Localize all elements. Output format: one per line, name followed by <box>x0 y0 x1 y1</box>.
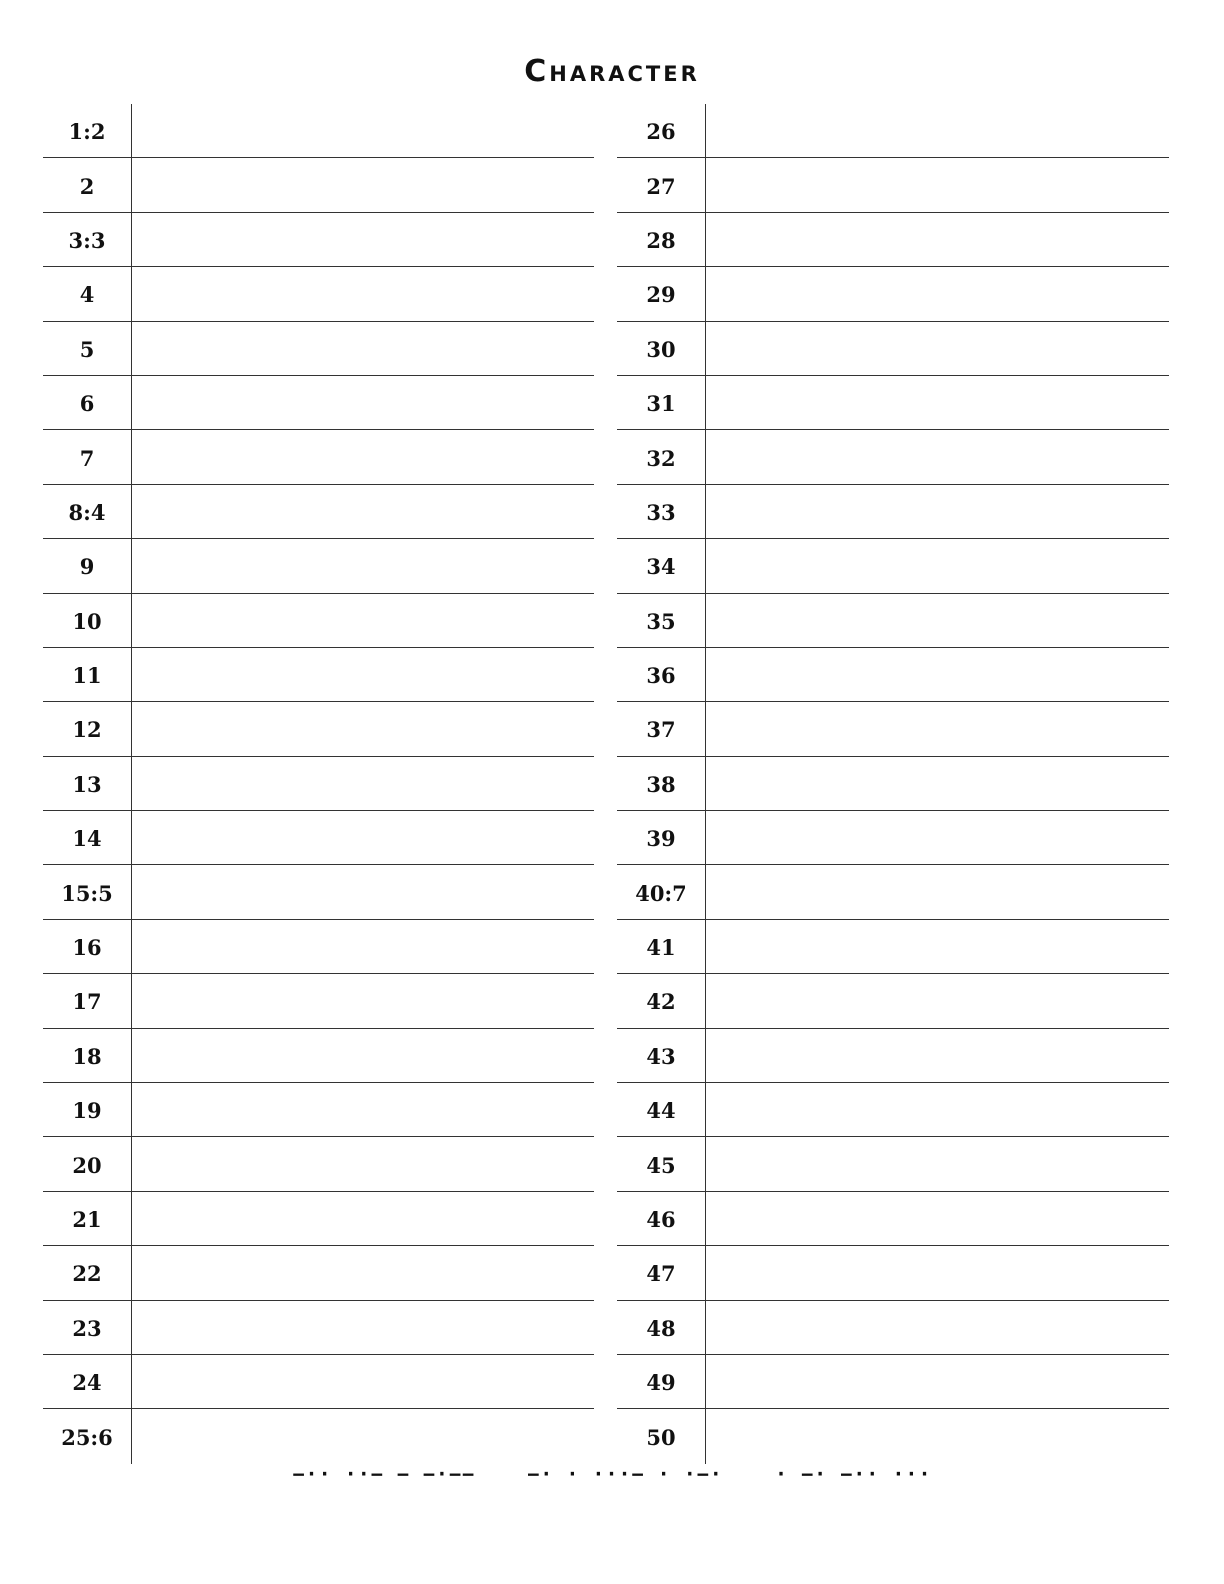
row-number: 3:3 <box>68 227 106 253</box>
row-number: 14 <box>72 826 102 852</box>
row-number: 23 <box>72 1315 102 1341</box>
row-number: 39 <box>646 826 676 852</box>
entry-line[interactable] <box>133 539 594 592</box>
list-item <box>43 1409 594 1463</box>
row-number: 7 <box>79 445 95 471</box>
entry-line[interactable] <box>133 213 594 266</box>
list-item <box>43 702 594 756</box>
list-item <box>43 267 594 321</box>
row-number: 35 <box>646 608 676 634</box>
row-number: 30 <box>646 336 676 362</box>
list-item <box>43 811 594 865</box>
list-item <box>43 213 594 267</box>
entry-line[interactable] <box>707 485 1169 538</box>
right-column <box>617 104 1169 1464</box>
row-number: 49 <box>646 1370 676 1396</box>
row-number: 25:6 <box>61 1425 113 1451</box>
row-number: 13 <box>72 771 102 797</box>
list-item <box>43 322 594 376</box>
list-item <box>43 104 594 158</box>
list-item <box>617 594 1169 648</box>
list-item <box>43 1355 594 1409</box>
list-item <box>617 267 1169 321</box>
entry-line[interactable] <box>707 974 1169 1027</box>
list-item <box>43 430 594 484</box>
list-item <box>617 158 1169 212</box>
entry-line[interactable] <box>133 104 594 157</box>
entry-line[interactable] <box>133 865 594 918</box>
list-item <box>43 158 594 212</box>
entry-line[interactable] <box>133 430 594 483</box>
list-item <box>617 1246 1169 1300</box>
row-number: 34 <box>646 554 676 580</box>
list-item <box>43 920 594 974</box>
entry-line[interactable] <box>133 811 594 864</box>
list-item <box>43 1301 594 1355</box>
row-number: 8:4 <box>68 499 106 525</box>
list-item <box>617 322 1169 376</box>
list-item <box>43 974 594 1028</box>
row-number: 21 <box>72 1207 102 1232</box>
row-number: 16 <box>72 935 102 961</box>
row-number: 26 <box>646 119 676 145</box>
list-item <box>43 865 594 919</box>
entry-line[interactable] <box>707 1192 1169 1245</box>
list-item <box>43 1083 594 1137</box>
entry-line[interactable] <box>707 594 1169 647</box>
list-item <box>43 485 594 539</box>
entry-line[interactable] <box>707 1409 1169 1463</box>
list-item <box>43 539 594 593</box>
list-item <box>617 757 1169 811</box>
list-item <box>43 1029 594 1083</box>
row-number: 43 <box>646 1043 676 1069</box>
list-item <box>617 702 1169 756</box>
entry-line[interactable] <box>133 1246 594 1299</box>
list-item <box>617 104 1169 158</box>
row-number: 42 <box>646 989 676 1015</box>
entry-line[interactable] <box>707 1083 1169 1136</box>
list-item <box>617 811 1169 865</box>
entry-line[interactable] <box>707 811 1169 864</box>
entry-line[interactable] <box>707 920 1169 973</box>
row-number: 31 <box>646 391 676 417</box>
row-number: 20 <box>72 1152 102 1178</box>
entry-line[interactable] <box>133 1355 594 1408</box>
entry-line[interactable] <box>133 1301 594 1354</box>
list-item <box>43 1246 594 1300</box>
entry-line[interactable] <box>133 1409 594 1463</box>
entry-line[interactable] <box>707 1137 1169 1190</box>
list-item <box>617 865 1169 919</box>
row-number: 5 <box>79 336 95 362</box>
row-number: 41 <box>646 935 676 961</box>
list-item <box>617 1301 1169 1355</box>
row-number: 19 <box>72 1098 102 1124</box>
entry-line[interactable] <box>133 1083 594 1136</box>
entry-line[interactable] <box>707 865 1169 918</box>
entry-line[interactable] <box>707 702 1169 755</box>
entry-line[interactable] <box>133 1137 594 1190</box>
row-number: 10 <box>72 608 102 634</box>
entry-line[interactable] <box>133 702 594 755</box>
row-number: 27 <box>646 173 676 199</box>
list-item <box>43 376 594 430</box>
row-number: 37 <box>646 717 676 743</box>
entry-line[interactable] <box>133 267 594 320</box>
row-number: 24 <box>72 1370 102 1396</box>
entry-line[interactable] <box>133 1192 594 1245</box>
row-number: 46 <box>646 1207 676 1232</box>
list-item <box>617 648 1169 702</box>
row-number: 48 <box>646 1315 676 1341</box>
row-number: 12 <box>72 717 102 743</box>
row-number: 11 <box>72 663 102 689</box>
entry-line[interactable] <box>133 158 594 211</box>
entry-line[interactable] <box>133 322 594 375</box>
entry-line[interactable] <box>707 267 1169 320</box>
row-number: 28 <box>646 227 676 253</box>
page-title: Character <box>524 54 700 89</box>
row-number: 1:2 <box>68 119 106 145</box>
row-number: 17 <box>72 989 102 1015</box>
list-item <box>43 1137 594 1191</box>
row-number: 9 <box>79 554 95 580</box>
entry-line[interactable] <box>133 757 594 810</box>
entry-line[interactable] <box>133 1029 594 1082</box>
entry-line[interactable] <box>707 158 1169 211</box>
entry-line[interactable] <box>707 1355 1169 1408</box>
entry-line[interactable] <box>133 920 594 973</box>
list-item <box>617 376 1169 430</box>
entry-line[interactable] <box>707 322 1169 375</box>
entry-line[interactable] <box>133 974 594 1027</box>
entry-line[interactable] <box>707 648 1169 701</box>
row-number: 36 <box>646 663 676 689</box>
list-item <box>617 1409 1169 1463</box>
row-number: 18 <box>72 1043 102 1069</box>
entry-line[interactable] <box>707 104 1169 157</box>
entry-line[interactable] <box>707 376 1169 429</box>
row-number: 6 <box>79 391 95 417</box>
list-item <box>43 594 594 648</box>
row-number: 32 <box>646 445 676 471</box>
row-number: 44 <box>646 1098 676 1124</box>
list-item <box>617 920 1169 974</box>
entry-line[interactable] <box>133 594 594 647</box>
row-number: 33 <box>646 499 676 525</box>
list-item <box>617 974 1169 1028</box>
row-number: 2 <box>79 173 95 199</box>
list-item <box>43 757 594 811</box>
row-number: 22 <box>72 1261 102 1287</box>
entry-line[interactable] <box>707 430 1169 483</box>
list-item <box>617 1137 1169 1191</box>
entry-line[interactable] <box>707 1301 1169 1354</box>
row-number: 45 <box>646 1152 676 1178</box>
list-item <box>617 1029 1169 1083</box>
list-item <box>617 430 1169 484</box>
row-number: 29 <box>646 282 676 308</box>
list-item <box>617 1355 1169 1409</box>
left-column <box>43 104 594 1464</box>
row-number: 4 <box>79 282 95 308</box>
row-number: 47 <box>646 1261 676 1287</box>
entry-line[interactable] <box>707 757 1169 810</box>
entry-line[interactable] <box>707 213 1169 266</box>
list-item <box>617 539 1169 593</box>
row-number: 40:7 <box>635 880 687 906</box>
entry-line[interactable] <box>707 1029 1169 1082</box>
list-item <box>43 1192 594 1246</box>
list-item <box>617 1192 1169 1246</box>
row-number: 50 <box>646 1425 676 1451</box>
row-number: 15:5 <box>61 880 113 906</box>
list-item <box>617 213 1169 267</box>
list-item <box>617 1083 1169 1137</box>
footer-code: −·· ··− − −·−− −· · ···− · ·−· · −· −·· ··· <box>292 1462 932 1486</box>
row-number: 38 <box>646 771 676 797</box>
list-item <box>617 485 1169 539</box>
entry-line[interactable] <box>707 539 1169 592</box>
entry-line[interactable] <box>133 485 594 538</box>
entry-line[interactable] <box>707 1246 1169 1299</box>
list-item <box>43 648 594 702</box>
entry-line[interactable] <box>133 376 594 429</box>
entry-line[interactable] <box>133 648 594 701</box>
